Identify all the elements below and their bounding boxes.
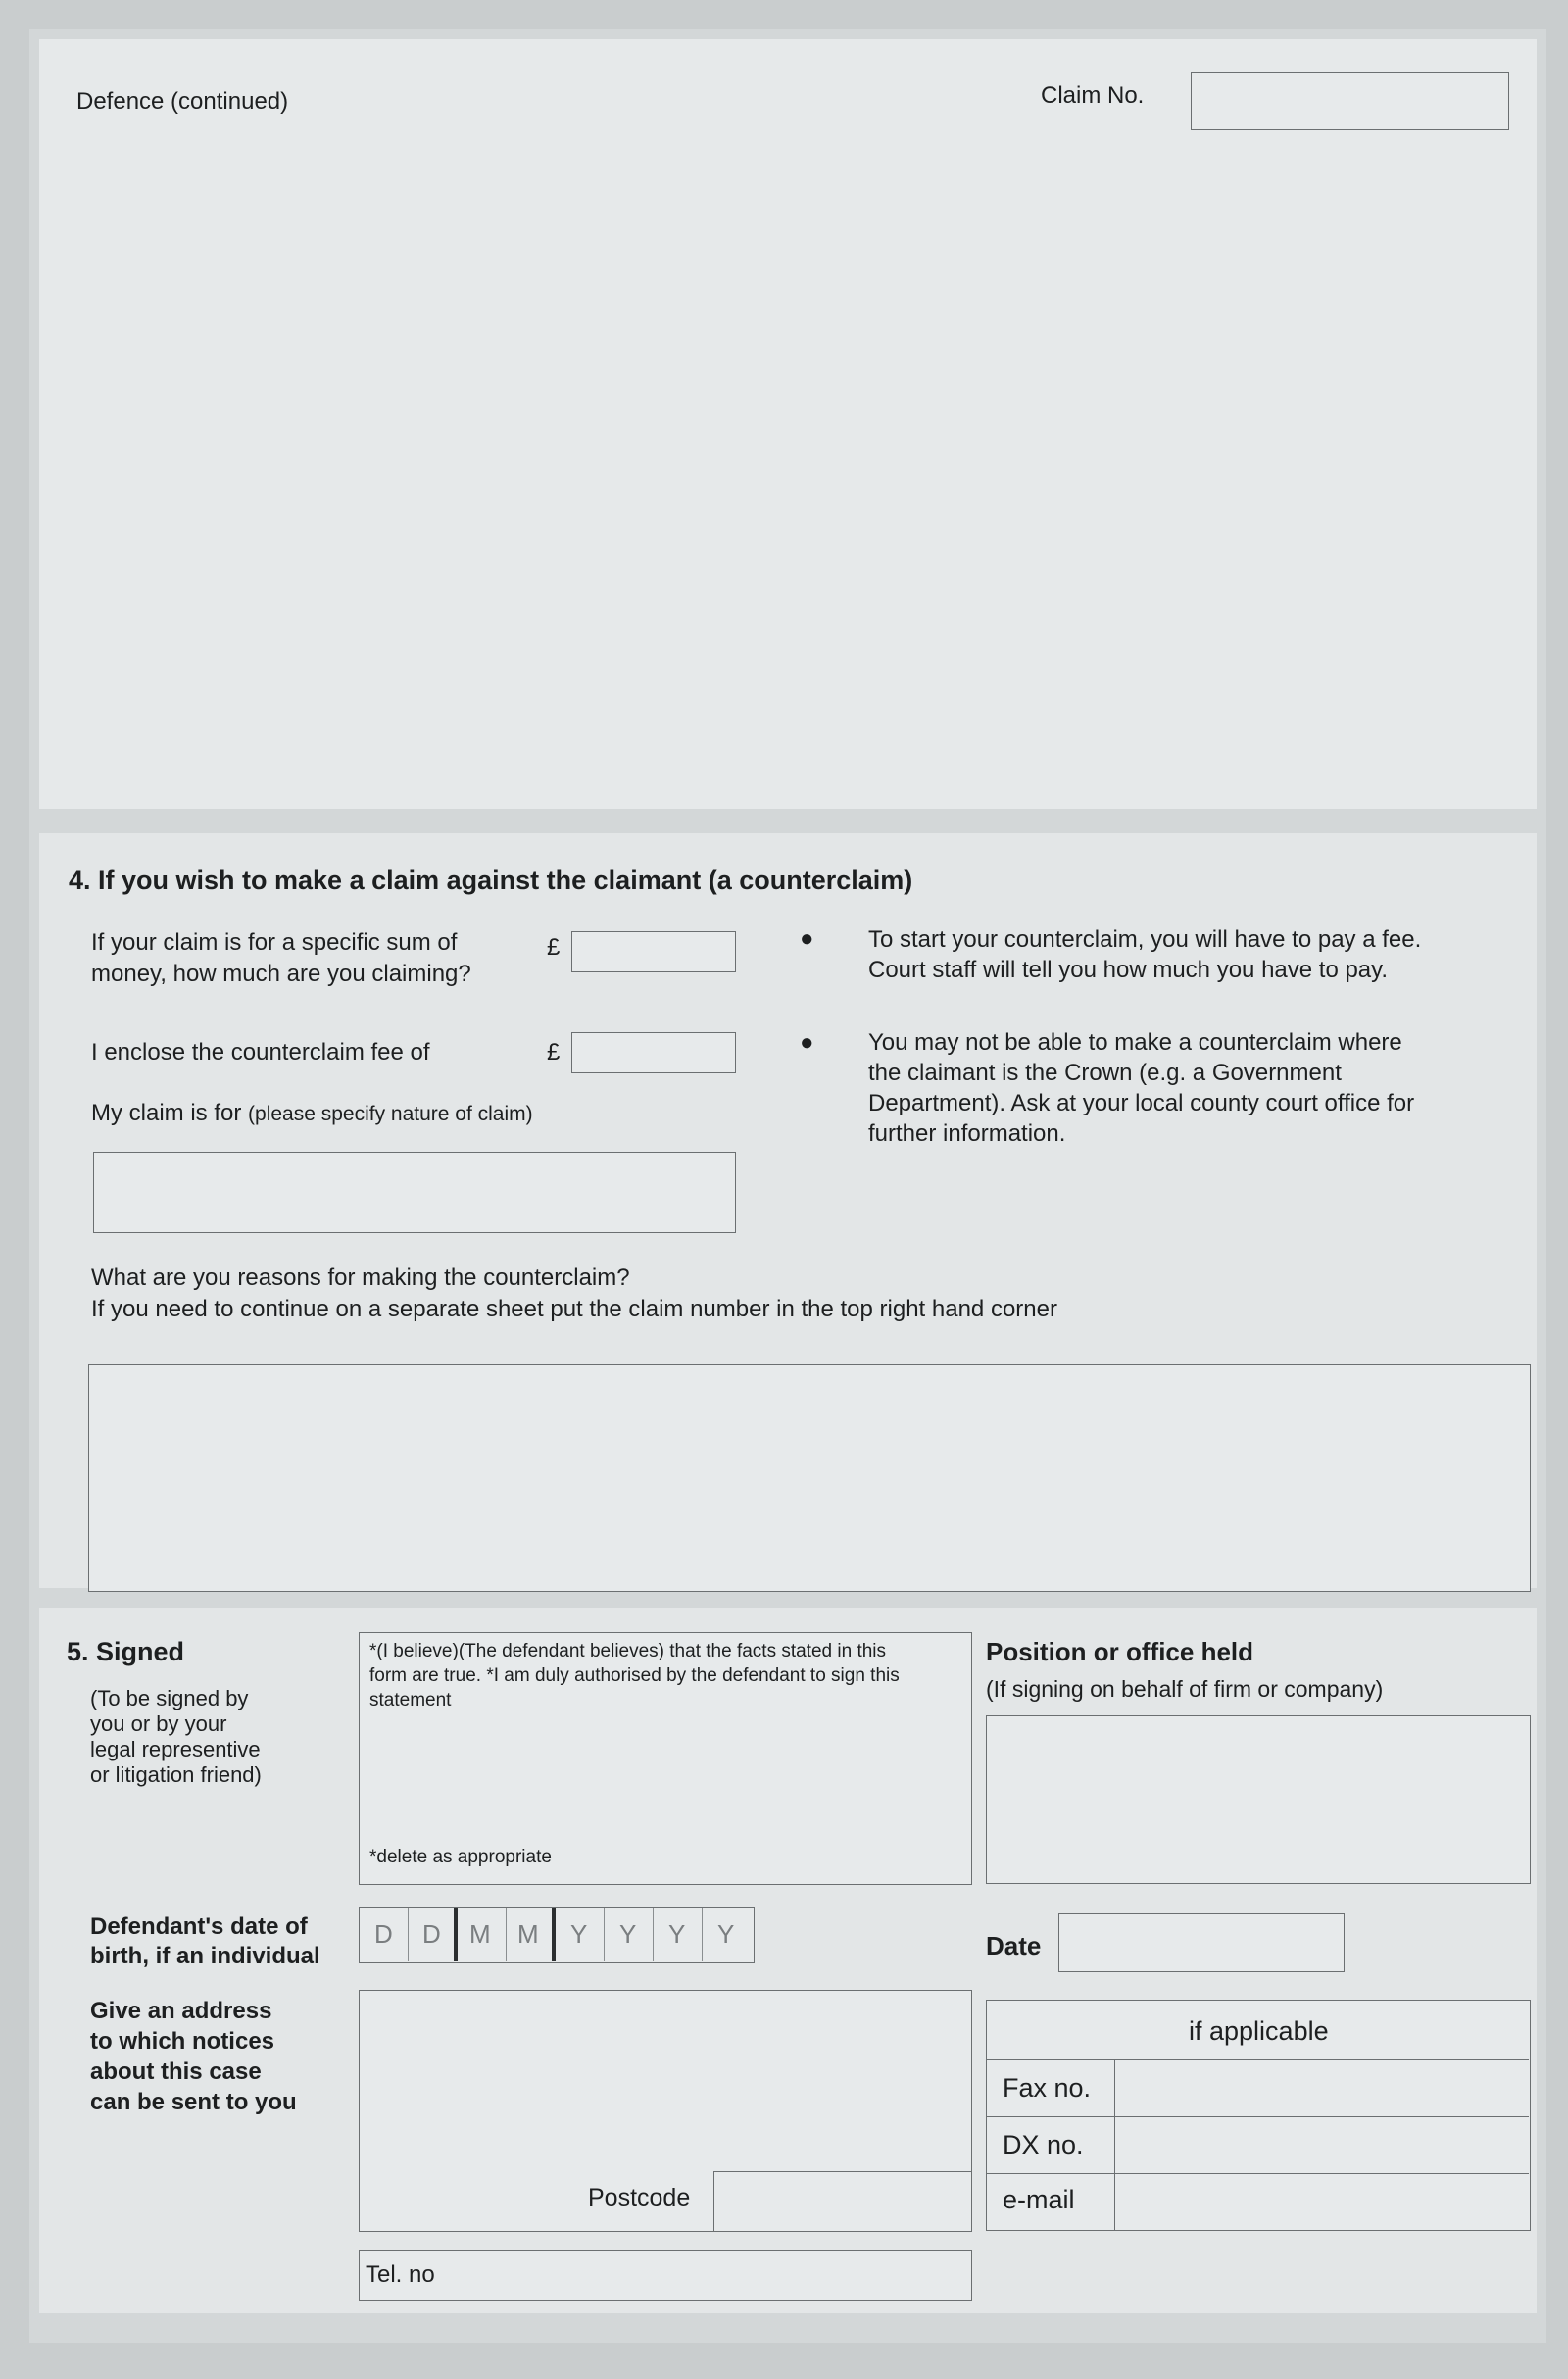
defence-continued-title: Defence (continued) — [76, 88, 289, 115]
dob-digit-6[interactable] — [605, 1908, 654, 1961]
position-hint: (If signing on behalf of firm or company) — [986, 1676, 1384, 1702]
address-label-line3: about this case — [90, 2058, 262, 2085]
counterclaim-section — [39, 833, 1537, 1588]
dob-field[interactable] — [359, 1907, 755, 1963]
reasons-line1: What are you reasons for making the counterclaim? — [91, 1264, 630, 1291]
bullet2-line4: further information. — [868, 1120, 1066, 1147]
dob-digit-4-hint: M — [517, 1919, 539, 1949]
dob-digit-8-hint: Y — [717, 1919, 735, 1949]
if-applicable-label: if applicable — [1189, 2016, 1329, 2046]
nature-hint: (please specify nature of claim) — [248, 1103, 533, 1125]
fax-field[interactable] — [1116, 2061, 1528, 2115]
dob-label-line2: birth, if an individual — [90, 1943, 320, 1969]
reasons-line2: If you need to continue on a separate sheet put the claim number in the top right hand corner — [91, 1296, 1057, 1322]
dob-digit-3[interactable] — [458, 1908, 507, 1961]
signed-by-line2: you or by your — [90, 1711, 227, 1736]
contact-row-divider-3 — [987, 2173, 1529, 2174]
claim-nature-field[interactable] — [93, 1152, 736, 1233]
nature-label-text: My claim is for — [91, 1100, 242, 1126]
contact-table — [986, 2000, 1531, 2231]
signed-section — [39, 1608, 1537, 2313]
sum-question-line1: If your claim is for a specific sum of — [91, 929, 458, 956]
contact-row-divider-1 — [987, 2059, 1529, 2060]
dob-digit-5-hint: Y — [570, 1919, 588, 1949]
statement-line3: statement — [369, 1690, 452, 1710]
defence-text-area[interactable] — [59, 147, 1519, 794]
postcode-field[interactable] — [713, 2171, 972, 2232]
signed-by-line1: (To be signed by — [90, 1686, 249, 1710]
fee-currency-symbol: £ — [547, 1039, 561, 1066]
contact-col-divider — [1114, 2059, 1115, 2230]
fee-label: I enclose the counterclaim fee of — [91, 1039, 430, 1066]
position-label: Position or office held — [986, 1637, 1254, 1666]
contact-row-divider-2 — [987, 2116, 1529, 2117]
address-label-line1: Give an address — [90, 1998, 272, 2024]
tel-label: Tel. no — [366, 2261, 435, 2288]
counterclaim-reasons-field[interactable] — [88, 1364, 1531, 1592]
sum-currency-symbol: £ — [547, 934, 561, 961]
statement-line2: form are true. *I am duly authorised by the defendant to sign this — [369, 1665, 900, 1686]
defence-continued-panel — [39, 39, 1537, 809]
postcode-label: Postcode — [588, 2184, 691, 2211]
dob-digit-1[interactable] — [360, 1908, 409, 1961]
section4-heading: 4. If you wish to make a claim against the claimant (a counterclaim) — [69, 866, 913, 895]
tel-field[interactable] — [359, 2250, 972, 2301]
sum-claimed-field[interactable] — [571, 931, 736, 972]
signed-by-line3: legal representive — [90, 1737, 261, 1761]
signed-by-line4: or litigation friend) — [90, 1762, 262, 1787]
bullet1-dot: ● — [800, 925, 814, 952]
dob-digit-7[interactable] — [654, 1908, 703, 1961]
dob-digit-2[interactable] — [409, 1908, 458, 1961]
section5-heading: 5. Signed — [67, 1637, 185, 1666]
address-label-line4: can be sent to you — [90, 2089, 297, 2115]
counterclaim-fee-field[interactable] — [571, 1032, 736, 1073]
fax-label: Fax no. — [1003, 2073, 1092, 2103]
address-label-line2: to which notices — [90, 2028, 275, 2055]
dob-digit-4[interactable] — [507, 1908, 556, 1961]
statement-line1: *(I believe)(The defendant believes) that the facts stated in this — [369, 1641, 887, 1661]
statement-of-truth-box[interactable] — [359, 1632, 972, 1885]
dob-digit-6-hint: Y — [619, 1919, 637, 1949]
bullet1-line1: To start your counterclaim, you will have to pay a fee. — [868, 926, 1422, 953]
dob-digit-1-hint: D — [374, 1919, 393, 1949]
bullet2-line3: Department). Ask at your local county court office for — [868, 1090, 1415, 1116]
nature-label — [91, 1100, 533, 1127]
email-label: e-mail — [1003, 2185, 1075, 2214]
claim-no-field[interactable] — [1191, 72, 1509, 130]
dx-label: DX no. — [1003, 2130, 1084, 2159]
date-label: Date — [986, 1931, 1042, 1960]
dob-digit-2-hint: D — [422, 1919, 441, 1949]
bullet2-line2: the claimant is the Crown (e.g. a Government — [868, 1060, 1342, 1086]
bullet1-line2: Court staff will tell you how much you have to pay. — [868, 957, 1389, 983]
form-page — [29, 29, 1546, 2343]
sum-question-line2: money, how much are you claiming? — [91, 961, 471, 987]
claim-no-label: Claim No. — [1041, 82, 1145, 109]
dx-field[interactable] — [1116, 2118, 1528, 2172]
bullet2-dot: ● — [800, 1029, 814, 1056]
dob-digit-5[interactable] — [556, 1908, 605, 1961]
dob-digit-8[interactable] — [703, 1908, 753, 1961]
position-field[interactable] — [986, 1715, 1531, 1884]
date-field[interactable] — [1058, 1913, 1345, 1972]
dob-digit-7-hint: Y — [668, 1919, 686, 1949]
email-field[interactable] — [1116, 2175, 1528, 2229]
dob-label-line1: Defendant's date of — [90, 1913, 308, 1940]
bullet2-line1: You may not be able to make a counterclaim where — [868, 1029, 1402, 1056]
dob-digit-3-hint: M — [469, 1919, 491, 1949]
delete-note: *delete as appropriate — [369, 1847, 552, 1867]
